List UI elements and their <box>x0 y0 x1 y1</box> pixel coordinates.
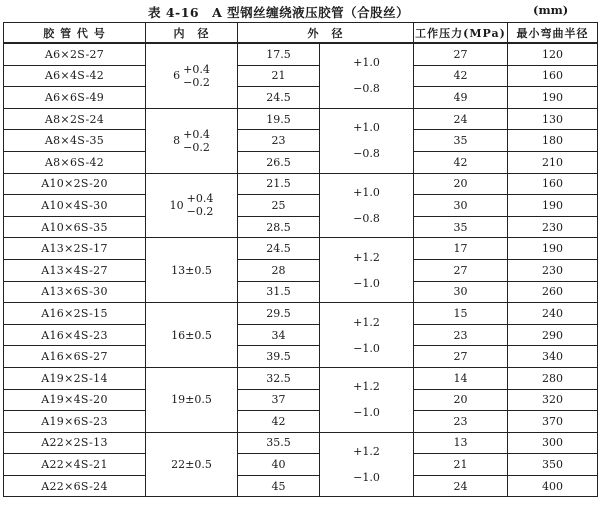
header-min-bend-radius: 最小弯曲半径 <box>508 23 598 44</box>
table-row <box>4 87 598 109</box>
outer-diameter-cell: 31.5 <box>238 281 320 303</box>
min-bend-radius-cell: 400 <box>508 475 598 497</box>
inner-diameter-cell <box>146 238 238 303</box>
hose-code-cell: A19×4S-20 <box>4 389 146 411</box>
table-row <box>4 173 598 195</box>
outer-tolerance-cell <box>320 432 414 497</box>
outer-tolerance-minus: −1.0 <box>353 471 380 485</box>
min-bend-radius-cell: 260 <box>508 281 598 303</box>
outer-tolerance-cell <box>320 367 414 432</box>
table-row <box>4 281 598 303</box>
hose-code-cell: A22×4S-21 <box>4 454 146 476</box>
inner-diameter-value: 19±0.5 <box>171 393 212 407</box>
working-pressure-cell: 23 <box>414 411 508 433</box>
table-row <box>4 238 598 260</box>
outer-tolerance-cell <box>320 303 414 368</box>
min-bend-radius-cell: 210 <box>508 151 598 173</box>
outer-diameter-cell: 35.5 <box>238 432 320 454</box>
working-pressure-cell: 24 <box>414 475 508 497</box>
hose-code-cell: A10×6S-35 <box>4 216 146 238</box>
working-pressure-cell: 35 <box>414 216 508 238</box>
min-bend-radius-cell: 280 <box>508 367 598 389</box>
outer-diameter-cell: 25 <box>238 195 320 217</box>
inner-tolerance-minus: −0.2 <box>186 205 214 219</box>
working-pressure-cell: 17 <box>414 238 508 260</box>
outer-tolerance-cell <box>320 43 414 108</box>
inner-diameter-base: 6 <box>173 69 181 83</box>
inner-diameter-cell <box>146 173 238 238</box>
outer-diameter-cell: 42 <box>238 411 320 433</box>
header-outer-diameter: 外 径 <box>238 23 414 44</box>
table-row <box>4 389 598 411</box>
outer-tolerance-cell <box>320 173 414 238</box>
hose-code-cell: A8×2S-24 <box>4 108 146 130</box>
hose-code-cell: A19×2S-14 <box>4 367 146 389</box>
outer-diameter-cell: 23 <box>238 130 320 152</box>
outer-diameter-cell: 24.5 <box>238 238 320 260</box>
outer-tolerance-plus: +1.0 <box>353 56 380 70</box>
working-pressure-cell: 42 <box>414 151 508 173</box>
min-bend-radius-cell: 300 <box>508 432 598 454</box>
hose-spec-table <box>3 22 598 497</box>
outer-tolerance-plus: +1.2 <box>353 315 380 329</box>
outer-tolerance-minus: −0.8 <box>353 82 380 96</box>
table-caption <box>0 0 600 22</box>
outer-tolerance-plus: +1.2 <box>353 445 380 459</box>
working-pressure-cell: 23 <box>414 324 508 346</box>
working-pressure-cell: 27 <box>414 346 508 368</box>
outer-diameter-cell: 39.5 <box>238 346 320 368</box>
inner-diameter-cell <box>146 108 238 173</box>
outer-tolerance-cell <box>320 108 414 173</box>
inner-diameter-cell <box>146 432 238 497</box>
inner-diameter-base: 8 <box>173 134 181 148</box>
hose-code-cell: A19×6S-23 <box>4 411 146 433</box>
outer-diameter-cell: 37 <box>238 389 320 411</box>
working-pressure-cell: 27 <box>414 259 508 281</box>
outer-tolerance-plus: +1.2 <box>353 250 380 264</box>
hose-code-cell: A6×6S-49 <box>4 87 146 109</box>
hose-code-cell: A16×4S-23 <box>4 324 146 346</box>
outer-diameter-cell: 40 <box>238 454 320 476</box>
outer-tolerance-minus: −0.8 <box>353 211 380 225</box>
outer-diameter-cell: 19.5 <box>238 108 320 130</box>
working-pressure-cell: 27 <box>414 43 508 65</box>
unit-label: (mm) <box>533 3 569 17</box>
table-row <box>4 324 598 346</box>
inner-diameter-cell <box>146 367 238 432</box>
table-row <box>4 151 598 173</box>
hose-code-cell: A16×6S-27 <box>4 346 146 368</box>
outer-diameter-cell: 21 <box>238 65 320 87</box>
inner-tolerance-plus: +0.4 <box>186 192 214 206</box>
working-pressure-cell: 35 <box>414 130 508 152</box>
working-pressure-cell: 14 <box>414 367 508 389</box>
outer-tolerance-plus: +1.0 <box>353 121 380 135</box>
table-row <box>4 65 598 87</box>
inner-tolerance-minus: −0.2 <box>183 140 210 154</box>
inner-diameter-value: 16±0.5 <box>171 328 212 342</box>
hose-code-cell: A6×2S-27 <box>4 43 146 65</box>
table-body <box>4 43 598 497</box>
outer-tolerance-minus: −1.0 <box>353 276 380 290</box>
table-row <box>4 195 598 217</box>
working-pressure-cell: 30 <box>414 195 508 217</box>
outer-tolerance-cell <box>320 238 414 303</box>
table-row <box>4 411 598 433</box>
table-row <box>4 130 598 152</box>
working-pressure-cell: 13 <box>414 432 508 454</box>
table-row <box>4 475 598 497</box>
hose-code-cell: A10×2S-20 <box>4 173 146 195</box>
table-title: 表 4-16 A 型钢丝缠绕液压胶管（合股丝） <box>148 5 410 20</box>
header-inner-diameter: 内 径 <box>146 23 238 44</box>
hose-code-cell: A13×6S-30 <box>4 281 146 303</box>
min-bend-radius-cell: 190 <box>508 195 598 217</box>
outer-diameter-cell: 26.5 <box>238 151 320 173</box>
table-row <box>4 454 598 476</box>
min-bend-radius-cell: 230 <box>508 216 598 238</box>
min-bend-radius-cell: 180 <box>508 130 598 152</box>
header-hose-code: 胶 管 代 号 <box>4 23 146 44</box>
min-bend-radius-cell: 230 <box>508 259 598 281</box>
inner-diameter-cell <box>146 43 238 108</box>
hose-code-cell: A16×2S-15 <box>4 303 146 325</box>
inner-diameter-base: 10 <box>169 198 184 212</box>
table-row <box>4 259 598 281</box>
outer-diameter-cell: 29.5 <box>238 303 320 325</box>
min-bend-radius-cell: 160 <box>508 65 598 87</box>
outer-diameter-cell: 28 <box>238 259 320 281</box>
table-row <box>4 108 598 130</box>
hose-code-cell: A6×4S-42 <box>4 65 146 87</box>
table-row <box>4 367 598 389</box>
outer-diameter-cell: 28.5 <box>238 216 320 238</box>
outer-diameter-cell: 32.5 <box>238 367 320 389</box>
table-row <box>4 346 598 368</box>
working-pressure-cell: 30 <box>414 281 508 303</box>
table-row <box>4 303 598 325</box>
header-row <box>4 23 598 44</box>
min-bend-radius-cell: 290 <box>508 324 598 346</box>
working-pressure-cell: 15 <box>414 303 508 325</box>
working-pressure-cell: 20 <box>414 173 508 195</box>
outer-tolerance-plus: +1.2 <box>353 380 380 394</box>
outer-tolerance-minus: −1.0 <box>353 341 380 355</box>
hose-code-cell: A8×4S-35 <box>4 130 146 152</box>
min-bend-radius-cell: 190 <box>508 238 598 260</box>
inner-diameter-value: 13±0.5 <box>171 263 212 277</box>
min-bend-radius-cell: 340 <box>508 346 598 368</box>
min-bend-radius-cell: 320 <box>508 389 598 411</box>
table-row <box>4 216 598 238</box>
min-bend-radius-cell: 240 <box>508 303 598 325</box>
hose-code-cell: A13×4S-27 <box>4 259 146 281</box>
inner-tolerance-minus: −0.2 <box>183 75 210 89</box>
outer-diameter-cell: 24.5 <box>238 87 320 109</box>
working-pressure-cell: 24 <box>414 108 508 130</box>
min-bend-radius-cell: 130 <box>508 108 598 130</box>
working-pressure-cell: 21 <box>414 454 508 476</box>
table-row <box>4 43 598 65</box>
outer-tolerance-plus: +1.0 <box>353 185 380 199</box>
outer-diameter-cell: 45 <box>238 475 320 497</box>
hose-code-cell: A22×6S-24 <box>4 475 146 497</box>
hose-code-cell: A22×2S-13 <box>4 432 146 454</box>
table-row <box>4 432 598 454</box>
working-pressure-cell: 42 <box>414 65 508 87</box>
inner-tolerance-plus: +0.4 <box>183 127 210 141</box>
min-bend-radius-cell: 190 <box>508 87 598 109</box>
working-pressure-cell: 20 <box>414 389 508 411</box>
hose-code-cell: A10×4S-30 <box>4 195 146 217</box>
min-bend-radius-cell: 120 <box>508 43 598 65</box>
outer-tolerance-minus: −0.8 <box>353 147 380 161</box>
outer-diameter-cell: 21.5 <box>238 173 320 195</box>
working-pressure-cell: 49 <box>414 87 508 109</box>
outer-tolerance-minus: −1.0 <box>353 406 380 420</box>
inner-tolerance-plus: +0.4 <box>183 62 210 76</box>
inner-diameter-value: 22±0.5 <box>171 458 212 472</box>
outer-diameter-cell: 17.5 <box>238 43 320 65</box>
hose-code-cell: A13×2S-17 <box>4 238 146 260</box>
inner-diameter-cell <box>146 303 238 368</box>
outer-diameter-cell: 34 <box>238 324 320 346</box>
min-bend-radius-cell: 160 <box>508 173 598 195</box>
min-bend-radius-cell: 370 <box>508 411 598 433</box>
min-bend-radius-cell: 350 <box>508 454 598 476</box>
header-working-pressure: 工作压力(MPa) <box>414 23 508 44</box>
hose-code-cell: A8×6S-42 <box>4 151 146 173</box>
